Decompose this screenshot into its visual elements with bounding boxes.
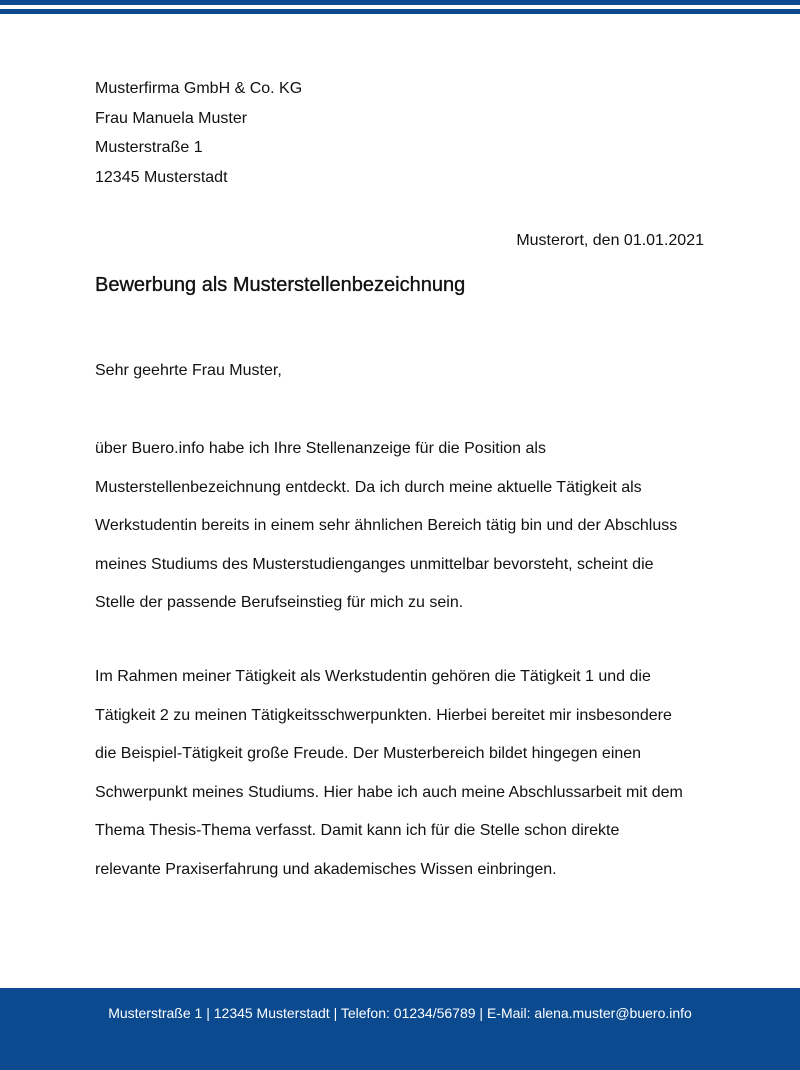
paragraph-line: Werkstudentin bereits in einem sehr ähnlichen Bereich tätig bin und der Abschluss — [95, 517, 678, 534]
paragraph-line: Musterstellenbezeichnung entdeckt. Da ich durch meine aktuelle Tätigkeit als — [95, 478, 642, 496]
body-paragraph-1 — [95, 430, 677, 623]
paragraph-line: Stelle der passende Berufseinstieg für mich zu sein. — [95, 594, 464, 611]
body-paragraph-2 — [95, 658, 683, 889]
recipient-contact: Frau Manuela Muster — [95, 109, 248, 127]
footer-bar — [0, 988, 800, 1070]
paragraph-line: Thema Thesis-Thema verfasst. Damit kann ich für die Stelle schon direkte — [95, 822, 620, 839]
paragraph-line: die Beispiel-Tätigkeit große Freude. Der Musterbereich bildet hingegen einen — [95, 745, 642, 762]
paragraph-line: meines Studiums des Musterstudienganges unmittelbar bevorsteht, scheint die — [95, 555, 654, 573]
paragraph-line: über Buero.info habe ich Ihre Stellenanzeige für die Position als — [95, 440, 546, 457]
letter-subject: Bewerbung als Musterstellenbezeichnung — [95, 274, 466, 296]
date-line: Musterort, den 01.01.2021 — [516, 232, 704, 249]
paragraph-line: relevante Praxiserfahrung und akademisches Wissen einbringen. — [95, 860, 557, 878]
header-accent-bar-secondary — [0, 9, 800, 14]
recipient-company: Musterfirma GmbH & Co. KG — [95, 80, 303, 97]
paragraph-line: Tätigkeit 2 zu meinen Tätigkeitsschwerpunkten. Hierbei bereitet mir insbesondere — [95, 706, 672, 724]
paragraph-line: Schwerpunkt meines Studiums. Hier habe ich auch meine Abschlussarbeit mit dem — [95, 783, 683, 801]
paragraph-line: Im Rahmen meiner Tätigkeit als Werkstudentin gehören die Tätigkeit 1 und die — [95, 668, 651, 685]
salutation: Sehr geehrte Frau Muster, — [95, 362, 282, 379]
recipient-city: 12345 Musterstadt — [95, 168, 228, 186]
recipient-address-block — [95, 74, 302, 192]
recipient-street: Musterstraße 1 — [95, 139, 203, 156]
header-accent-bar — [0, 0, 800, 5]
footer-contact-info: Musterstraße 1 | 12345 Musterstadt | Telefon: 01234/56789 | E-Mail: alena.muster@buero.info — [108, 1005, 692, 1021]
